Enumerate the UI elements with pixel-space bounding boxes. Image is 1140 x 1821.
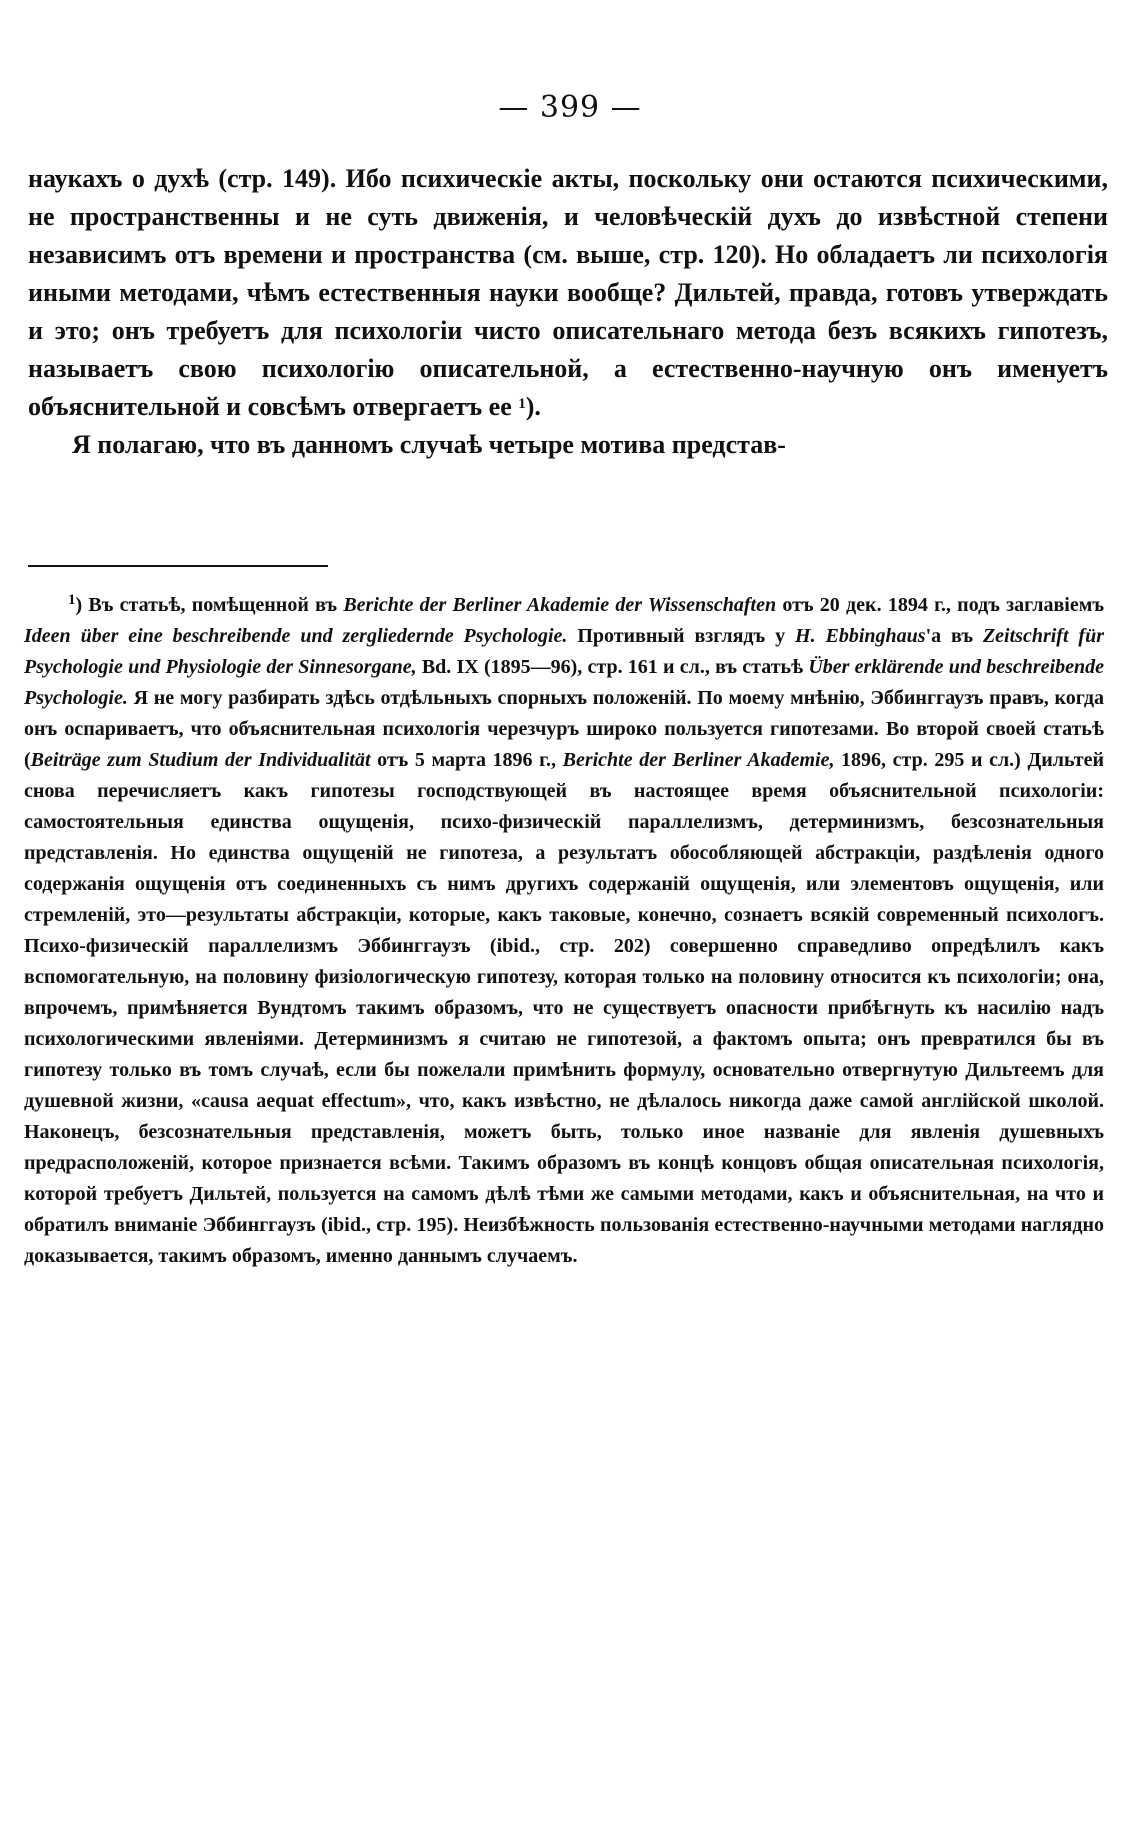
citation-title: Berichte der Berliner Akademie der Wissenschaften	[343, 594, 777, 616]
footnote-marker: 1	[68, 592, 76, 608]
paragraph: Я полагаю, что въ данномъ случаѣ четыре мотива представ-	[72, 430, 786, 459]
citation-title: Ideen über eine beschreibende und zergliedernde Psychologie.	[24, 625, 568, 647]
footnote-reference: 1	[518, 396, 526, 412]
footnote-divider	[28, 565, 328, 567]
citation-title: Beiträge zum Studium der Individualität	[30, 749, 371, 771]
citation-title: Berichte der Berliner Akademie,	[562, 749, 835, 771]
author-name: H. Ebbinghaus	[795, 625, 926, 647]
paragraph: наукахъ о духѣ (стр. 149). Ибо психическіе акты, поскольку они остаются психическими, не пространственны и не суть движенія, и человѣческій духъ до извѣстной степени независимъ отъ времени и пространства (см. выше, стр. 120). Но обладаетъ ли психологія иными методами, чѣмъ естественныя науки вообще? Дильтей, правда, готовъ утверждать и это; онъ требуетъ для психологіи чисто описательнаго метода безъ всякихъ гипотезъ, называетъ свою психологію описательной, а естественно-научную онъ именуетъ объяснительной и совсѣмъ отвергаетъ ее $^1$).	[28, 164, 1108, 421]
citation-title: Zeitschrift für Psychologie und Physiologie der Sinnesorgane,	[24, 625, 1104, 678]
citation-title: Über erklärende und beschreibende Psychologie.	[24, 656, 1104, 709]
page-number: — 399 —	[498, 90, 642, 125]
footnote: $^1$) Въ статьѣ, помѣщенной въ Berichte der Berliner Akademie der Wissenschaften отъ 20 дек. 1894 г., подъ заглавіемъ Ideen über eine beschreibende und zergliedernde Psychologie. Противный взглядъ у H. Ebbinghaus'а въ Zeitschrift für Psychologie und Physiologie der Sinnesorgane, Bd. IX (1895—96), стр. 161 и сл., въ статьѣ Über erklärende und beschreibende Psychologie. Я не могу разбирать здѣсь отдѣльныхъ спорныхъ положеній. По моему мнѣнію, Эббинггаузъ правъ, когда онъ оспариваетъ, что объяснительная психологія черезчуръ широко пользуется гипотезами. Во второй своей статьѣ (Beiträge zum Studium der Individualität отъ 5 марта 1896 г., Berichte der Berliner Akademie, 1896, стр. 295 и сл.) Дильтей снова перечисляетъ какъ гипотезы господствующей въ настоящее время объяснительной психологіи: самостоятельныя единства ощущенія, психо-физическій параллелизмъ, детерминизмъ, безсознательныя представленія. Но единства ощущеній не гипотеза, а результатъ обособляющей абстракціи, раздѣленія одного содержанія ощущенія отъ соединенныхъ съ нимъ другихъ содержаній ощущенія, или элементовъ ощущенія, или стремленій, это—результаты абстракціи, которые, какъ таковые, конечно, сознаетъ всякій современный психологъ. Психо-физическій параллелизмъ Эббинггаузъ (ibid., стр. 202) совершенно справедливо опредѣлилъ какъ вспомогательную, на половину физіологическую гипотезу, которая только на половину относится къ психологіи; она, впрочемъ, примѣняется Вундтомъ такимъ образомъ, что не существуетъ опасности прибѣгнуть къ насилію надъ психологическими явленіями. Детерминизмъ я считаю не гипотезой, а фактомъ опыта; онъ превратился бы въ гипотезу только въ томъ случаѣ, если бы пожелали примѣнить формулу, основательно отвергнутую Дильтеемъ для душевной жизни, «causa aequat effectum», что, какъ извѣстно, не дѣлалось никогда даже самой англійской школой. Наконецъ, безсознательныя представленія, можетъ быть, только иное названіе для явленія душевныхъ предрасположеній, которое признается всѣми. Такимъ образомъ въ концѣ концовъ общая описательная психологія, которой требуетъ Дильтей, пользуется на самомъ дѣлѣ тѣми же самыми методами, какъ и объяснительная, на что и обратилъ вниманіе Эббинггаузъ (ibid., стр. 195). Неизбѣжность пользованія естественно-научными методами наглядно доказывается, такимъ образомъ, именно даннымъ случаемъ.	[24, 592, 1104, 1267]
main-text	[28, 160, 1108, 464]
